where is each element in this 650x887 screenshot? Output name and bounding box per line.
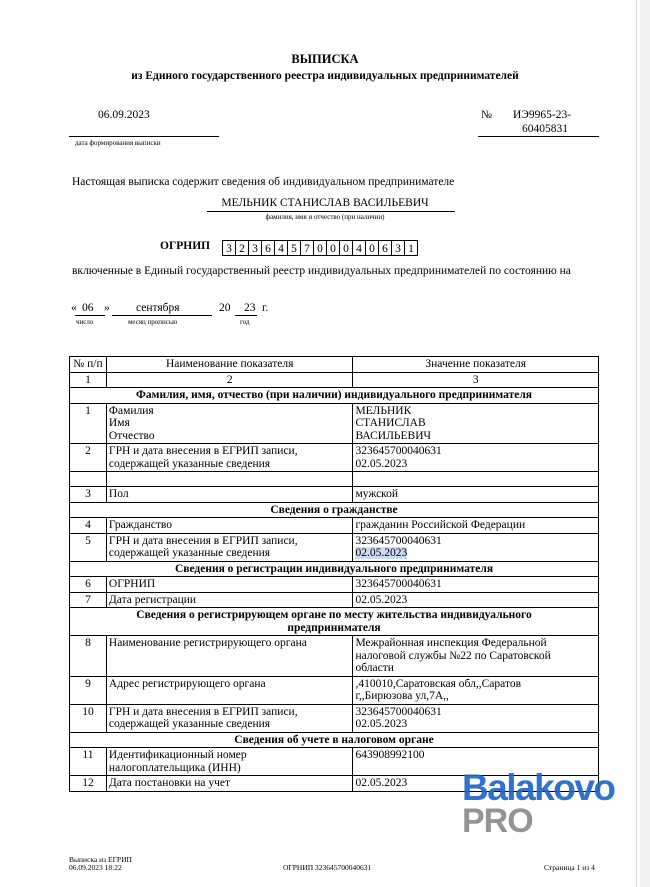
row-number: 7: [70, 592, 107, 608]
table-row: [70, 704, 599, 732]
month-value: сентября: [136, 302, 180, 314]
row-number: 2: [70, 444, 107, 472]
column-number: 3: [353, 372, 599, 388]
footer-left-line1: Выписка из ЕГРИП: [69, 855, 132, 864]
row-number: 10: [70, 704, 107, 732]
table-row: [70, 577, 599, 593]
row-value: Межрайонная инспекция Федеральной налоговой службы №22 по Саратовской области: [353, 636, 599, 677]
balakovo-pro-watermark: [462, 767, 615, 840]
ogrnip-digit-box: 6: [261, 240, 275, 256]
number-sign: №: [481, 109, 492, 121]
row-value: мужской: [353, 487, 599, 503]
row-label: Адрес регистрирующего органа: [106, 676, 353, 704]
column-number: 1: [70, 372, 107, 388]
formation-date: 06.09.2023: [98, 109, 150, 121]
table-row: [70, 533, 599, 561]
footer-ogrnip: ОГРНИП 323645700040631: [283, 863, 372, 872]
header-cell: Значение показателя: [353, 357, 599, 373]
ogrnip-digit-boxes: [223, 239, 418, 257]
ogrnip-label: ОГРНИП: [160, 240, 211, 252]
ogrnip-digit-box: 0: [365, 240, 379, 256]
row-value: 02.05.2023: [353, 592, 599, 608]
page-edge-shadow: [640, 0, 650, 887]
ogrnip-digit-box: 3: [391, 240, 405, 256]
month-underline: [112, 315, 212, 316]
table-header-row: [70, 357, 599, 373]
row-label: Дата регистрации: [106, 592, 353, 608]
document-title: ВЫПИСКА: [291, 52, 359, 66]
ogrnip-digit-box: 6: [378, 240, 392, 256]
ogrnip-digit-box: 0: [326, 240, 340, 256]
row-number: 9: [70, 676, 107, 704]
footer-left-line2: 06.09.2023 18:22: [69, 863, 122, 872]
ogrnip-digit-box: 7: [300, 240, 314, 256]
ogrnip-digit-box: 1: [404, 240, 418, 256]
ogrnip-digit-box: 0: [313, 240, 327, 256]
row-label: Наименование регистрирующего органа: [106, 636, 353, 677]
empty-row: [70, 472, 599, 487]
row-number: 5: [70, 533, 107, 561]
row-label: Идентификационный номер налогоплательщика (ИНН): [106, 748, 353, 776]
header-cell: № п/п: [70, 357, 107, 373]
ogrnip-digit-box: 0: [339, 240, 353, 256]
row-label: ОГРНИП: [106, 577, 353, 593]
row-label: ГРН и дата внесения в ЕГРИП записи, содержащей указанные сведения: [106, 533, 353, 561]
table-row: [70, 636, 599, 677]
section-title: Сведения об учете в налоговом органе: [70, 732, 599, 748]
table-row: [70, 676, 599, 704]
row-value: 323645700040631: [353, 577, 599, 593]
row-value: 323645700040631 02.05.2023: [353, 704, 599, 732]
ogrnip-digit-box: 4: [352, 240, 366, 256]
document-subtitle: из Единого государственного реестра индивидуальных предпринимателей: [131, 70, 519, 82]
row-label: ГРН и дата внесения в ЕГРИП записи, содержащей указанные сведения: [106, 704, 353, 732]
page-edge: [636, 0, 637, 887]
column-number-row: [70, 372, 599, 388]
extract-number-line1: ИЭ9965-23-: [513, 109, 572, 121]
table-row: [70, 403, 599, 444]
row-value: 323645700040631 02.05.2023: [353, 444, 599, 472]
footer-page-number: Страница 1 из 4: [544, 863, 595, 872]
row-number: 6: [70, 577, 107, 593]
row-value: гражданин Российской Федерации: [353, 518, 599, 534]
ogrnip-digit-box: 3: [222, 240, 236, 256]
table-row: [70, 444, 599, 472]
year-unit: г.: [262, 302, 269, 314]
row-label: Фамилия Имя Отчество: [106, 403, 353, 444]
day-caption: число: [76, 318, 94, 326]
row-number: 11: [70, 748, 107, 776]
row-label: Гражданство: [106, 518, 353, 534]
date-caption: дата формирования выписки: [75, 139, 161, 147]
table-row: [70, 518, 599, 534]
watermark-word2: PRO: [462, 802, 533, 840]
ogrnip-digit-box: 5: [287, 240, 301, 256]
date-underline: [69, 136, 219, 137]
row-value: МЕЛЬНИК СТАНИСЛАВ ВАСИЛЬЕВИЧ: [353, 403, 599, 444]
quote-close: »: [104, 302, 110, 314]
year-suffix: 23: [244, 302, 256, 314]
table-row: [70, 487, 599, 503]
table-row: [70, 592, 599, 608]
column-number: 2: [106, 372, 353, 388]
ogrnip-digit-box: 3: [248, 240, 262, 256]
row-label: Дата постановки на учет: [106, 776, 353, 792]
ogrnip-digit-box: 2: [235, 240, 249, 256]
row-label: ГРН и дата внесения в ЕГРИП записи, содержащей указанные сведения: [106, 444, 353, 472]
section-row: [70, 732, 599, 748]
row-label: Пол: [106, 487, 353, 503]
name-caption: фамилия, имя и отчество (при наличии): [265, 213, 385, 221]
row-number: 3: [70, 487, 107, 503]
entrepreneur-name: МЕЛЬНИК СТАНИСЛАВ ВАСИЛЬЕВИЧ: [221, 197, 429, 209]
watermark-word1: Balakovo: [462, 767, 615, 808]
header-cell: Наименование показателя: [106, 357, 353, 373]
row-value: 643908992100: [353, 748, 599, 776]
section-title: Фамилия, имя, отчество (при наличии) индивидуального предпринимателя: [70, 388, 599, 404]
month-caption: месяц прописью: [128, 318, 178, 326]
ogrnip-digit-box: 4: [274, 240, 288, 256]
day-value: 06: [82, 302, 94, 314]
section-row: [70, 608, 599, 636]
row-value: 323645700040631 02.05.2023: [353, 533, 599, 561]
section-title: Сведения о гражданстве: [70, 502, 599, 518]
number-underline: [478, 136, 599, 137]
register-table: [69, 356, 599, 792]
section-row: [70, 388, 599, 404]
intro-text: Настоящая выписка содержит сведения об индивидуальном предпринимателе: [72, 176, 455, 188]
row-number: 12: [70, 776, 107, 792]
row-value: 02.05.2023: [353, 776, 599, 792]
year-underline: [235, 315, 257, 316]
extract-number-line2: 60405831: [522, 123, 568, 135]
section-title: Сведения о регистрации индивидуального предпринимателя: [70, 561, 599, 577]
quote-open: «: [71, 302, 77, 314]
row-number: 1: [70, 403, 107, 444]
row-value: ,410010,Саратовская обл,,Саратов г,,Бирюзова ул,7А,,: [353, 676, 599, 704]
year-prefix: 20: [219, 302, 231, 314]
section-row: [70, 561, 599, 577]
section-title: Сведения о регистрирующем органе по месту жительства индивидуального предпринимателя: [70, 608, 599, 636]
included-text: включенные в Единый государственный реестр индивидуальных предпринимателей по состоянию на: [72, 265, 571, 277]
row-number: 8: [70, 636, 107, 677]
selected-text[interactable]: 02.05.2023: [355, 547, 408, 559]
row-number: 4: [70, 518, 107, 534]
year-caption: год: [240, 318, 250, 326]
day-underline: [75, 315, 105, 316]
section-row: [70, 502, 599, 518]
name-underline: [207, 211, 455, 212]
